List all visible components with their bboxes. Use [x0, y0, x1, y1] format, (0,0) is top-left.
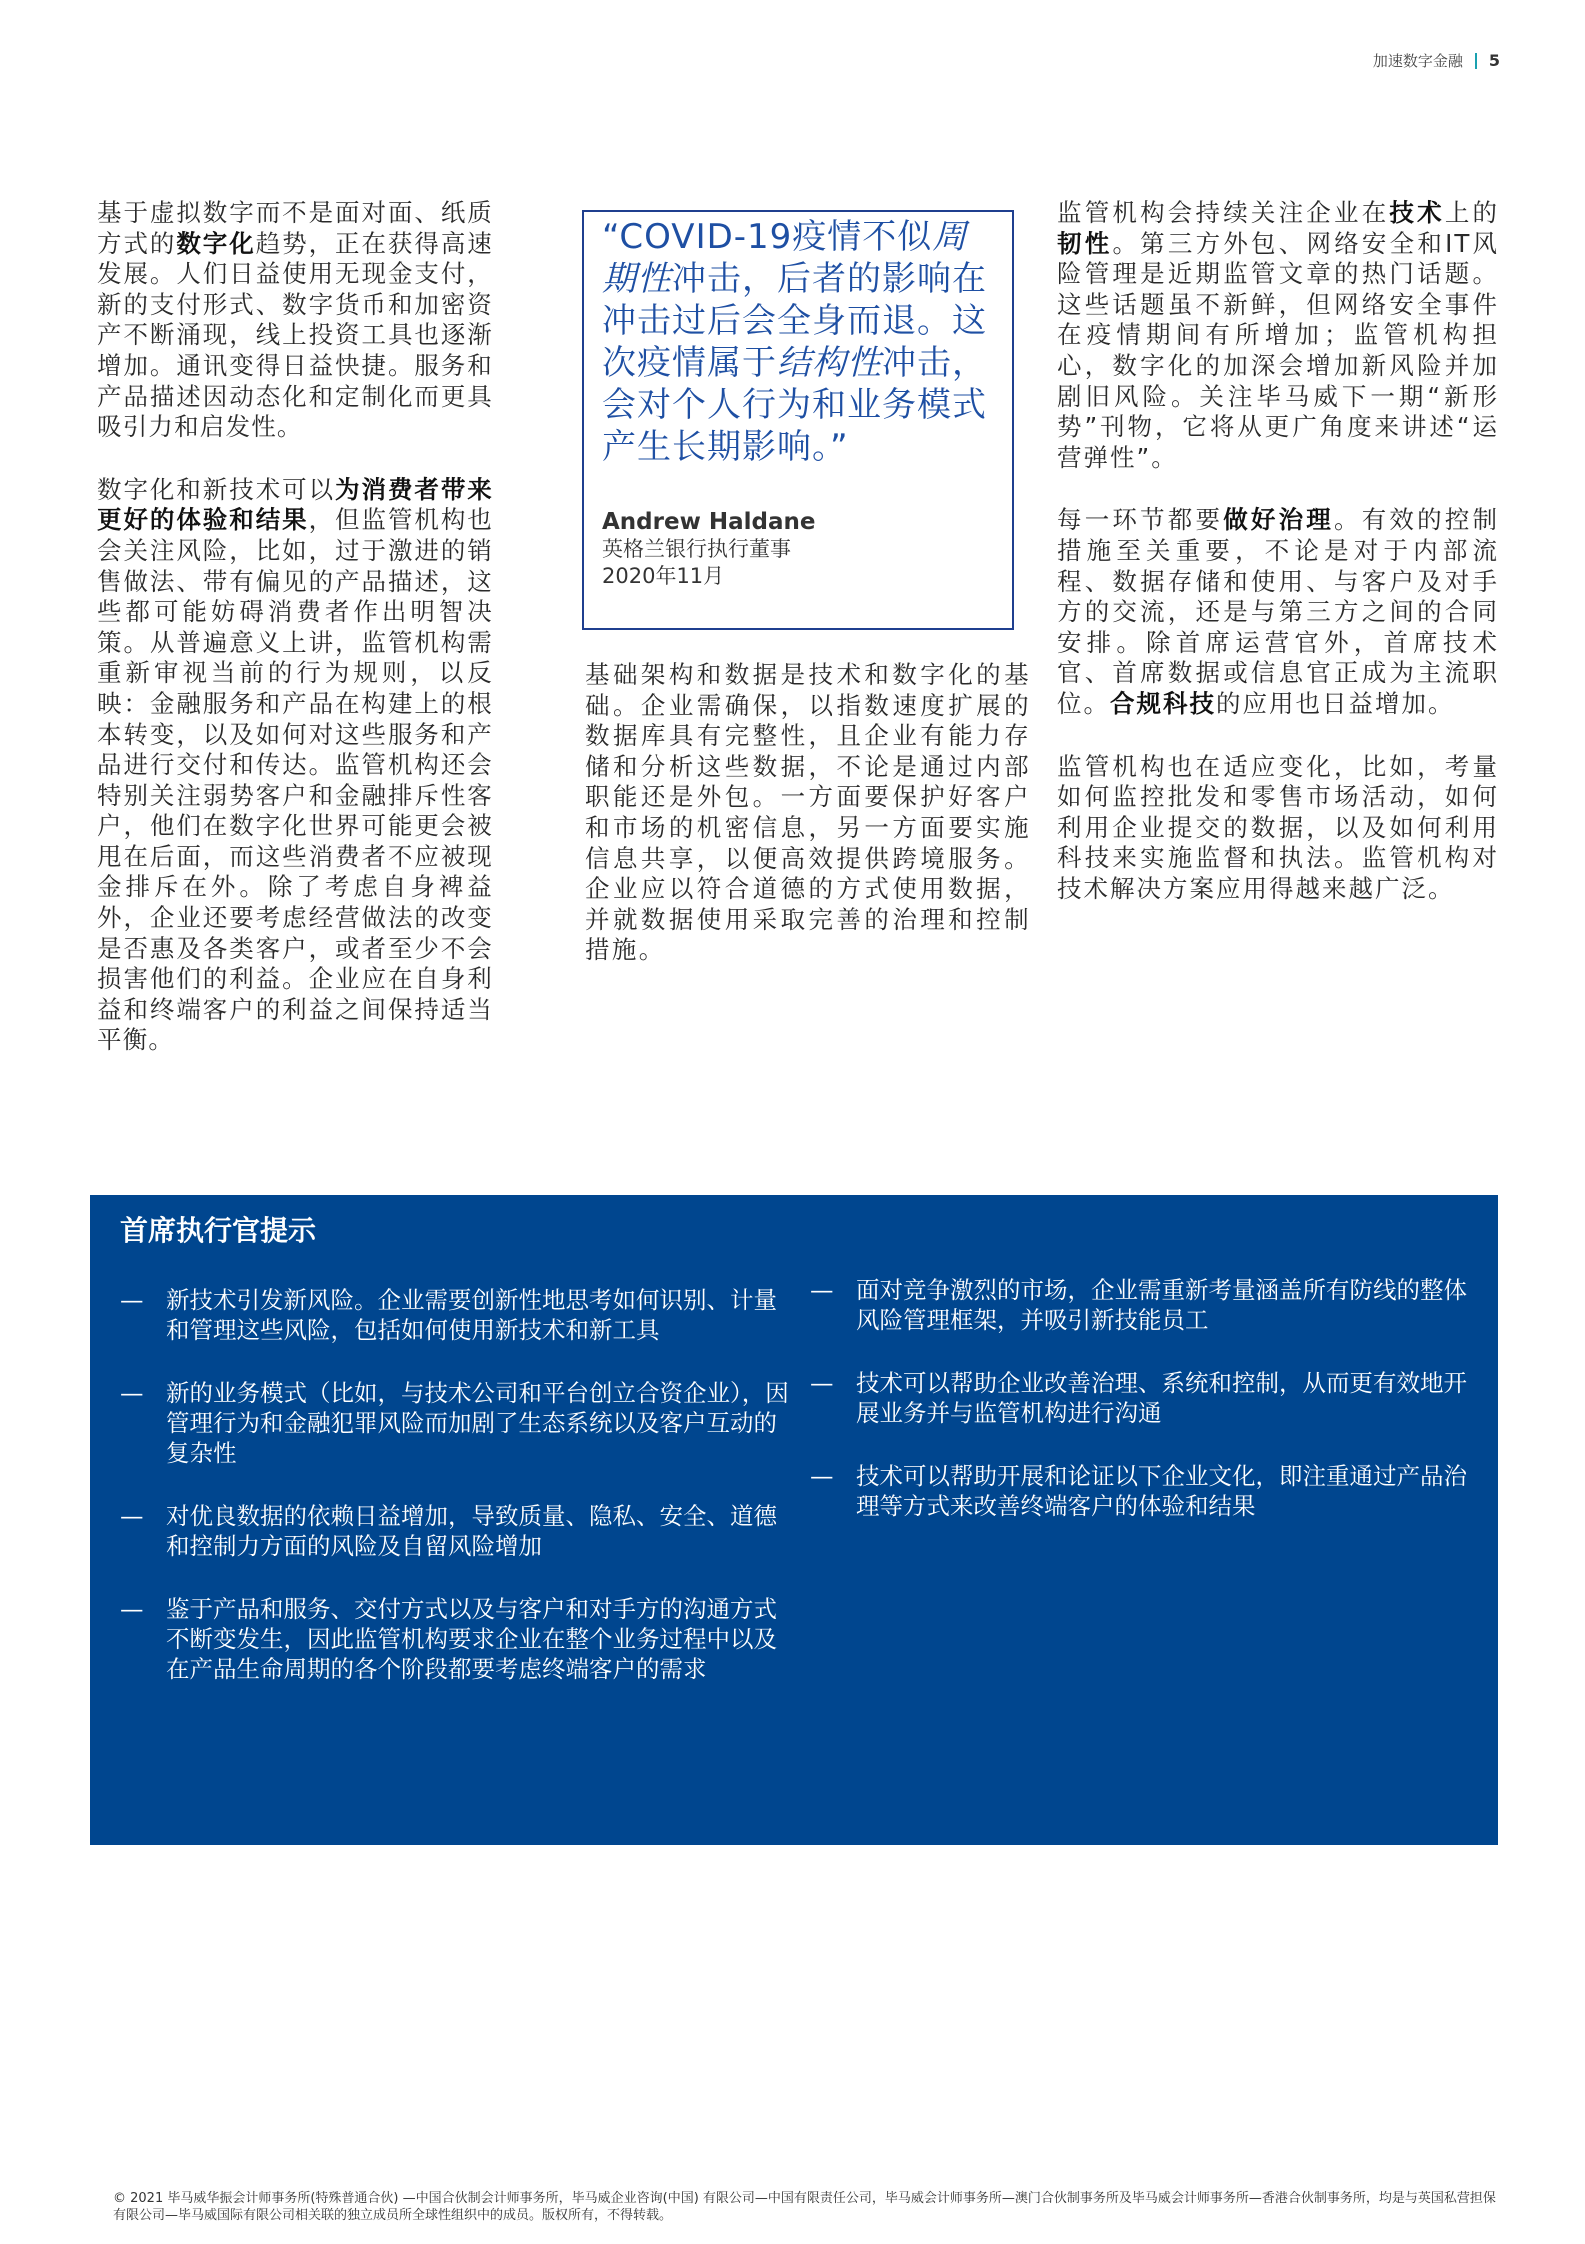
text-run: 监管机构也在适应变化，比如，考量如何监控批发和零售市场活动，如何利用企业提交的数据，以及如何利用科技来实施监督和执法。监管机构对技术解决方案应用得越来越广泛。 — [1057, 751, 1499, 903]
ceo-tip-text: 鉴于产品和服务、交付方式以及与客户和对手方的沟通方式不断变发生，因此监管机构要求企业在整个业务过程中以及在产品生命周期的各个阶段都要考虑终端客户的需求 — [166, 1595, 777, 1683]
text-run: 上的 — [1444, 198, 1500, 227]
pull-quote-box — [582, 210, 1014, 630]
ceo-tip-text: 技术可以帮助企业改善治理、系统和控制，从而更有效地开展业务并与监管机构进行沟通 — [856, 1369, 1467, 1427]
column-right — [1057, 198, 1499, 936]
quote-author: Andrew Haldane — [602, 509, 816, 535]
ceo-tip-text: 技术可以帮助开展和论证以下企业文化，即注重通过产品治理等方式来改善终端客户的体验和结果 — [856, 1462, 1467, 1520]
paragraph — [585, 660, 1031, 966]
text-run: 冲击，会对个人行为和业务模式产生长期影响。” — [602, 343, 987, 467]
paragraph — [1057, 505, 1499, 719]
bold-text: 韧性 — [1057, 228, 1113, 258]
text-run: 基础架构和数据是技术和数字化的基础。企业需确保，以指数速度扩展的数据库具有完整性，且企业有能力存储和分析这些数据，不论是通过内部职能还是外包。一方面要保护好客户和市场的机密信息，另一方面要实施信息共享，以便高效提供跨境服务。企业应以符合道德的方式使用数据，并就数据使用采取完善的治理和控制措施。 — [585, 660, 1031, 965]
text-run: ，但监管机构也会关注风险，比如，过于激进的销售做法、带有偏见的产品描述，这些都可能妨碍消费者作出明智决策。从普遍意义上讲，监管机构需重新审视当前的行为规则，以反映：金融服务和产品在构建上的根本转变，以及如何对这些服务和产品进行交付和传达。监管机构还会特别关注弱势客户和金融排斥性客户，他们在数字化世界可能更会被甩在后面，而这些消费者不应被现金排斥在外。除了考虑自身裨益外，企业还要考虑经营做法的改变是否惠及各类客户，或者至少不会损害他们的利益。企业应在自身利益和终端客户的利益之间保持适当平衡。 — [97, 505, 493, 1055]
column-left — [97, 198, 493, 1088]
header-divider — [1475, 53, 1477, 69]
italic-text: 结构性 — [777, 343, 882, 383]
text-run: 每一环节都要 — [1057, 505, 1224, 535]
ceo-tip-text: 对优良数据的依赖日益增加，导致质量、隐私、安全、道德和控制力方面的风险及自留风险增加 — [166, 1502, 777, 1560]
section-title: 加速数字金融 — [1372, 52, 1463, 70]
bold-text: 数字化 — [176, 228, 256, 258]
ceo-tip-item — [120, 1594, 800, 1684]
page-header — [1373, 50, 1500, 71]
text-run: 。有效的控制措施至关重要，不论是对于内部流程、数据存储和使用、与客户及对手方的交流，还是与第三方之间的合同安排。除首席运营官外，首席技术官、首席数据或信息官正成为主流职位。 — [1057, 505, 1500, 718]
page-number: 5 — [1488, 51, 1500, 70]
ceo-tips-list-left — [120, 1285, 800, 1717]
dash-bullet-icon: — — [810, 1276, 834, 1304]
text-run: “COVID-19疫情不似 — [602, 217, 933, 257]
ceo-tip-item — [120, 1501, 800, 1561]
text-run: 。第三方外包、网络安全和IT风险管理是近期监管文章的热门话题。这些话题虽不新鲜，但网络安全事件在疫情期间有所增加；监管机构担心，数字化的加深会增加新风险并加剧旧风险。关注毕马威下一期“新形势”刊物，它将从更广角度来讲述“运营弹性”。 — [1057, 228, 1500, 472]
ceo-tip-item — [810, 1368, 1470, 1428]
paragraph — [97, 475, 493, 1056]
ceo-tips-title: 首席执行官提示 — [120, 1214, 317, 1247]
dash-bullet-icon: — — [120, 1379, 144, 1407]
text-run: 趋势，正在获得高速发展。人们日益使用无现金支付，新的支付形式、数字货币和加密资产不断涌现，线上投资工具也逐渐增加。通讯变得日益快捷。服务和产品描述因动态化和定制化而更具吸引力和启发性。 — [97, 228, 493, 442]
dash-bullet-icon: — — [810, 1369, 834, 1397]
ceo-tip-text: 面对竞争激烈的市场，企业需重新考量涵盖所有防线的整体风险管理框架，并吸引新技能员工 — [856, 1276, 1467, 1334]
paragraph — [1057, 752, 1499, 905]
dash-bullet-icon: — — [120, 1595, 144, 1623]
text-run: 基于虚拟数字而不是面对面、纸质方式的 — [97, 198, 493, 258]
paragraph — [1057, 198, 1499, 473]
column-middle — [585, 660, 1031, 998]
ceo-tip-item — [810, 1461, 1470, 1521]
ceo-tips-list-right — [810, 1275, 1470, 1554]
italic-text: 周期性 — [602, 217, 968, 299]
text-run: 监管机构会持续关注企业在 — [1057, 198, 1390, 227]
ceo-tips-panel — [90, 1195, 1498, 1845]
ceo-tip-text: 新技术引发新风险。企业需要创新性地思考如何识别、计量和管理这些风险，包括如何使用新技术和新工具 — [166, 1286, 777, 1344]
bold-text: 做好治理 — [1223, 505, 1335, 535]
copyright-footer: © 2021 毕马威华振会计师事务所(特殊普通合伙) —中国合伙制会计师事务所，毕马威企业咨询(中国) 有限公司—中国有限责任公司，毕马威会计师事务所—澳门合伙制事务所及毕马威会计师事务所—香港合伙制事务所，均是与英国私营担保有限公司—毕马威国际有限公司相关联的独立成员所全球性组织中的成员。版权所有，不得转载。 — [113, 2191, 1496, 2223]
text-run: 的应用也日益增加。 — [1216, 688, 1455, 718]
dash-bullet-icon: — — [120, 1502, 144, 1530]
text-run: 数字化和新技术可以 — [97, 474, 336, 504]
quote-date: 2020年11月 — [602, 564, 725, 588]
dash-bullet-icon: — — [810, 1462, 834, 1490]
ceo-tip-item — [120, 1378, 800, 1468]
ceo-tip-item — [120, 1285, 800, 1345]
text-run: 冲击，后者的影响在冲击过后会全身而退。这次疫情属于 — [602, 259, 987, 383]
bold-text: 合规科技 — [1110, 688, 1216, 718]
quote-text — [602, 216, 994, 468]
bold-text: 技术 — [1389, 198, 1445, 227]
dash-bullet-icon: — — [120, 1286, 144, 1314]
ceo-tip-text: 新的业务模式（比如，与技术公司和平台创立合资企业），因管理行为和金融犯罪风险而加剧了生态系统以及客户互动的复杂性 — [166, 1379, 789, 1467]
paragraph — [97, 198, 493, 443]
quote-author-role: 英格兰银行执行董事 — [602, 537, 791, 561]
ceo-tip-item — [810, 1275, 1470, 1335]
bold-text: 为消费者带来更好的体验和结果 — [97, 474, 493, 535]
